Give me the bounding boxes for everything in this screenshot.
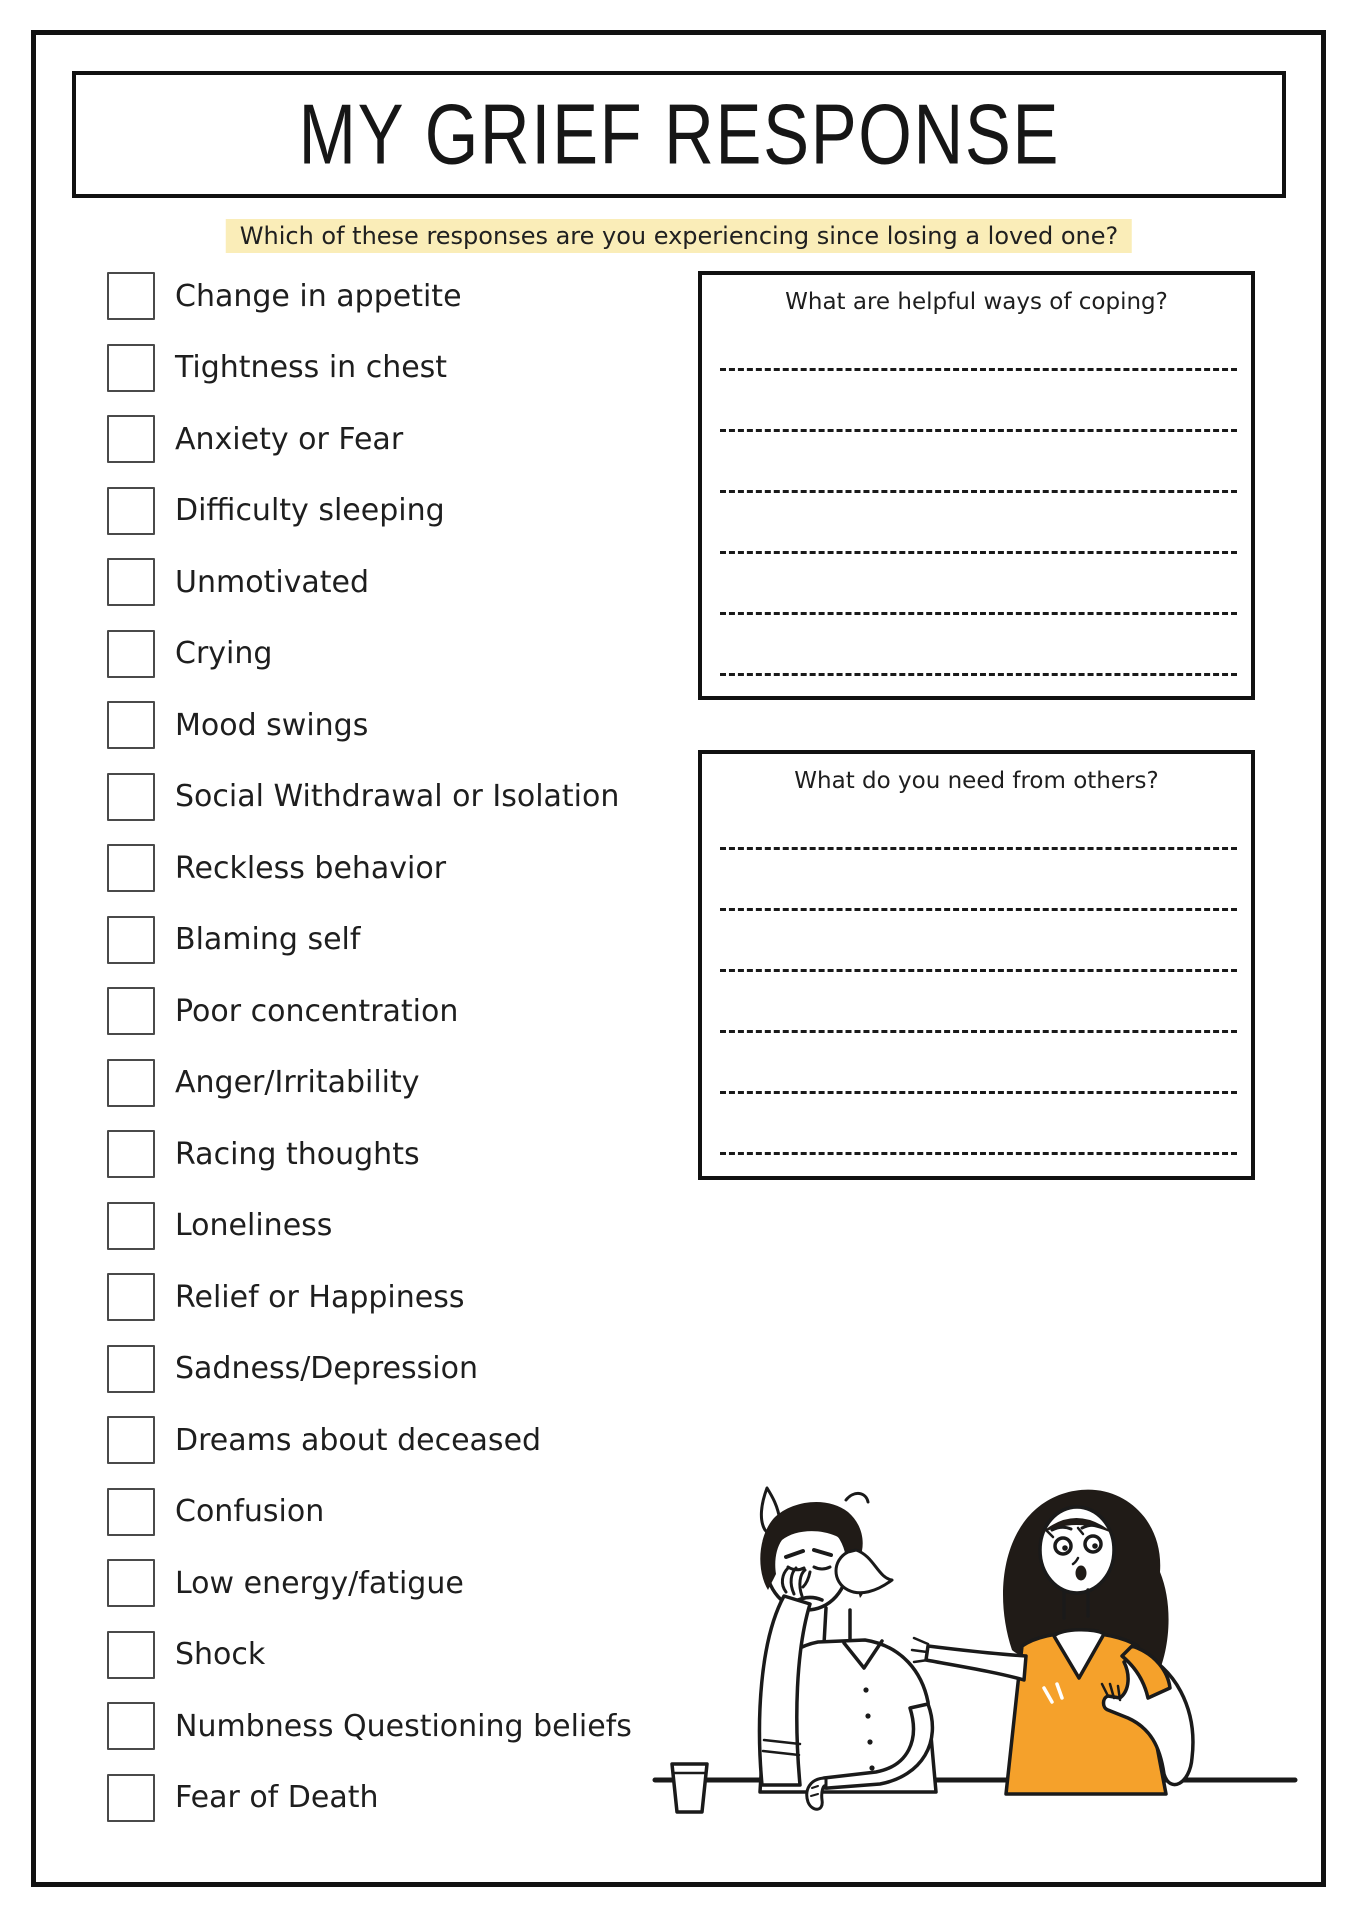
checkbox[interactable] bbox=[107, 558, 155, 606]
coping-box-title: What are helpful ways of coping? bbox=[785, 289, 1168, 315]
checklist-label: Sadness/Depression bbox=[175, 1351, 479, 1386]
writing-line bbox=[720, 908, 1237, 911]
checklist-label: Tightness in chest bbox=[175, 350, 448, 385]
writing-line bbox=[720, 673, 1237, 676]
checklist-label: Unmotivated bbox=[175, 564, 370, 600]
checklist-row bbox=[107, 1059, 632, 1107]
checklist-row bbox=[107, 1631, 632, 1679]
checklist-label: Anger/Irritability bbox=[175, 1065, 420, 1100]
checkbox[interactable] bbox=[107, 916, 155, 964]
comforting-woman bbox=[912, 1490, 1193, 1794]
checkbox[interactable] bbox=[107, 272, 155, 320]
writing-line bbox=[720, 429, 1237, 432]
checkbox[interactable] bbox=[107, 415, 155, 463]
checklist-row bbox=[107, 1202, 632, 1250]
checklist-label: Difficulty sleeping bbox=[175, 493, 445, 528]
checkbox[interactable] bbox=[107, 630, 155, 678]
checklist-label: Crying bbox=[175, 636, 273, 671]
checkbox[interactable] bbox=[107, 1416, 155, 1464]
checklist-label: Racing thoughts bbox=[175, 1136, 420, 1172]
checklist-label: Social Withdrawal or Isolation bbox=[175, 779, 620, 814]
checklist-row bbox=[107, 1488, 632, 1536]
writing-line bbox=[720, 1091, 1237, 1094]
checklist-row bbox=[107, 1702, 632, 1750]
sad-man bbox=[760, 1493, 936, 1809]
needs-box-title: What do you need from others? bbox=[794, 768, 1159, 794]
checklist-row bbox=[107, 987, 632, 1035]
checklist-row bbox=[107, 773, 632, 821]
checkbox[interactable] bbox=[107, 344, 155, 392]
writing-line bbox=[720, 368, 1237, 371]
title-box bbox=[72, 71, 1286, 198]
checkbox[interactable] bbox=[107, 1488, 155, 1536]
checklist-label: Low energy/fatigue bbox=[175, 1565, 464, 1601]
checklist-row bbox=[107, 1345, 632, 1393]
needs-writing-area[interactable] bbox=[698, 750, 1255, 1180]
writing-line bbox=[720, 1030, 1237, 1033]
checklist-row bbox=[107, 630, 632, 678]
writing-line bbox=[720, 969, 1237, 972]
checklist-row bbox=[107, 916, 632, 964]
checklist-row bbox=[107, 272, 632, 320]
checklist-row bbox=[107, 415, 632, 463]
checklist-label: Reckless behavior bbox=[175, 850, 447, 886]
checkbox[interactable] bbox=[107, 1774, 155, 1822]
checklist-row bbox=[107, 1559, 632, 1607]
writing-line bbox=[720, 1152, 1237, 1155]
writing-line bbox=[720, 490, 1237, 493]
checklist-label: Fear of Death bbox=[175, 1780, 379, 1815]
coping-writing-area[interactable] bbox=[698, 271, 1255, 700]
checklist-row bbox=[107, 344, 632, 392]
page-title: MY GRIEF RESPONSE bbox=[298, 86, 1060, 182]
checklist-row bbox=[107, 1416, 632, 1464]
checklist-label: Anxiety or Fear bbox=[175, 421, 404, 457]
checklist-label: Confusion bbox=[175, 1494, 325, 1529]
checkbox[interactable] bbox=[107, 1559, 155, 1607]
checkbox[interactable] bbox=[107, 1130, 155, 1178]
worksheet-instruction: Which of these responses are you experiencing since losing a loved one? bbox=[226, 219, 1132, 253]
checklist-row bbox=[107, 701, 632, 749]
speech-bubble bbox=[836, 1550, 892, 1593]
checklist-row bbox=[107, 487, 632, 535]
checkbox[interactable] bbox=[107, 1059, 155, 1107]
checkbox[interactable] bbox=[107, 1702, 155, 1750]
checkbox[interactable] bbox=[107, 1273, 155, 1321]
checklist-label: Numbness Questioning beliefs bbox=[175, 1708, 632, 1744]
woman-arm-on-shoulder bbox=[926, 1646, 1026, 1680]
checklist-label: Loneliness bbox=[175, 1208, 333, 1243]
writing-line bbox=[720, 551, 1237, 554]
checklist-label: Relief or Happiness bbox=[175, 1279, 465, 1315]
checkbox[interactable] bbox=[107, 773, 155, 821]
checkbox[interactable] bbox=[107, 1202, 155, 1250]
checkbox[interactable] bbox=[107, 987, 155, 1035]
checkbox[interactable] bbox=[107, 1345, 155, 1393]
checklist-label: Shock bbox=[175, 1637, 266, 1672]
checkbox[interactable] bbox=[107, 701, 155, 749]
checklist-row bbox=[107, 1774, 632, 1822]
glass-of-water bbox=[672, 1764, 707, 1812]
checklist-label: Blaming self bbox=[175, 922, 361, 957]
comforting-illustration bbox=[560, 1440, 1300, 1820]
checklist-label: Mood swings bbox=[175, 707, 369, 743]
checklist-label: Poor concentration bbox=[175, 993, 459, 1029]
writing-line bbox=[720, 847, 1237, 850]
checklist-row bbox=[107, 844, 632, 892]
checkbox[interactable] bbox=[107, 1631, 155, 1679]
checklist-row bbox=[107, 1130, 632, 1178]
writing-line bbox=[720, 612, 1237, 615]
checklist-row bbox=[107, 1273, 632, 1321]
checkbox[interactable] bbox=[107, 487, 155, 535]
checklist-label: Change in appetite bbox=[175, 278, 462, 314]
checklist-label: Dreams about deceased bbox=[175, 1422, 542, 1458]
checklist bbox=[107, 272, 632, 1845]
checkbox[interactable] bbox=[107, 844, 155, 892]
checklist-row bbox=[107, 558, 632, 606]
